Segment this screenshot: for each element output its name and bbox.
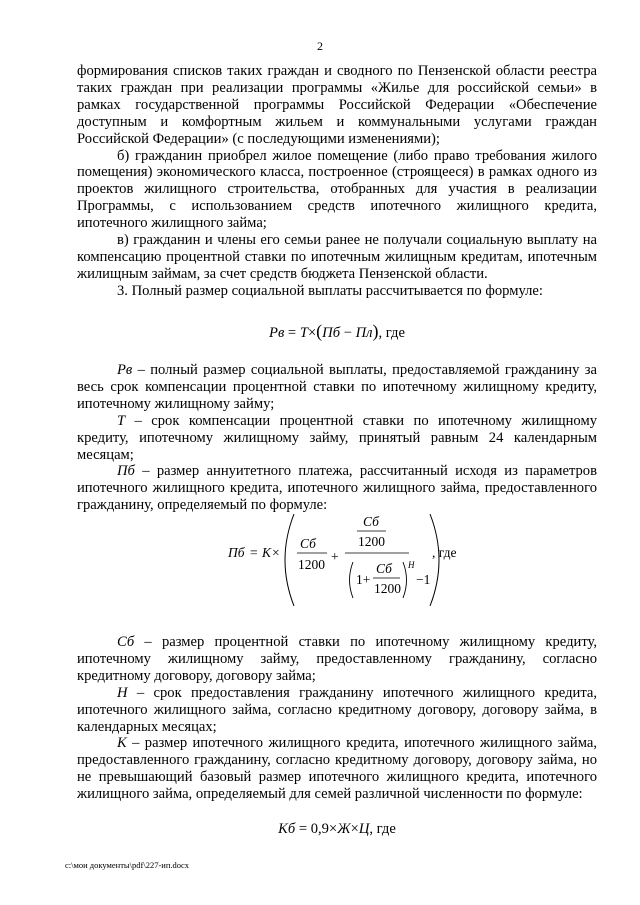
- paragraph-3: 3. Полный размер социальной выплаты рассчитывается по формуле:: [117, 282, 543, 299]
- formula-number: 1200: [374, 581, 401, 596]
- formula-annuity: [228, 510, 468, 618]
- definition-pb: [77, 463, 597, 514]
- formula-base-credit: [77, 821, 597, 838]
- formula-operator: ×: [350, 821, 359, 837]
- formula-symbol: К: [262, 545, 271, 560]
- definition-symbol: К: [117, 735, 127, 752]
- formula-symbol: Т: [299, 325, 308, 341]
- formula-annuity-svg: [228, 510, 468, 620]
- paragraph-continuation: формирования списков таких граждан и сводного по Пензенской области реестра таких граждан при реализации программы «Жилье для российской семьи» в рамках государственной программы Российской Федерации «Обеспечение доступным и комфортным жильем и коммунальными услугами граждан Российской Федерации» (с последующими изменениями);: [77, 63, 597, 147]
- formula-paren: (: [316, 321, 323, 341]
- formula-social-payment: [77, 323, 597, 342]
- formula-one-plus: 1+: [356, 572, 371, 587]
- formula-tail: , где: [432, 545, 457, 560]
- paren-right-small: [403, 562, 407, 598]
- formula-symbol: Сб: [300, 536, 316, 551]
- paragraph-v: в) гражданин и члены его семьи ранее не получали социальную выплату на компенсацию процентной ставки по ипотечным жилищным кредитам, ипотечным жилищным займам, за счет средств бюджета Пензенской области.: [77, 232, 597, 282]
- formula-symbol: Рв: [269, 325, 285, 341]
- definition-symbol: Н: [117, 684, 128, 701]
- formula-symbol: Сб: [376, 561, 392, 576]
- formula-symbol: Ц: [358, 821, 370, 837]
- paragraph-b: б) гражданин приобрел жилое помещение (либо право требования жилого помещения) экономического класса, построенное (строящееся) в рамках одного из проектов жилищного строительства, отобранных для участия в реализации Программы, с использованием средств ипотечного жилищного кредита, ипотечного жилищного займа;: [77, 147, 597, 232]
- formula-symbol: Ж: [337, 821, 351, 837]
- formula-operator: =: [284, 325, 300, 341]
- definition-rv: [77, 362, 597, 413]
- definition-symbol: Сб: [117, 634, 135, 650]
- definition-cb: [77, 634, 597, 685]
- formula-operator: ×: [307, 325, 317, 341]
- paren-left-small: [350, 562, 354, 598]
- formula-operator: +: [331, 549, 339, 564]
- definition-t: [77, 413, 597, 464]
- formula-paren: ): [372, 321, 379, 341]
- formula-operator: −: [340, 325, 356, 341]
- formula-symbol: Пб: [228, 545, 245, 560]
- footer-file-path: c:\мои документы\pdf\227-ип.docx: [65, 860, 190, 870]
- formula-operator: =: [250, 545, 258, 560]
- formula-tail: , где: [378, 325, 405, 341]
- page-number: 2: [317, 39, 323, 53]
- formula-symbol: Пб: [322, 325, 341, 341]
- formula-number: 0,9: [310, 821, 329, 837]
- definitions-block-2: [77, 634, 597, 803]
- definition-text: – полный размер социальной выплаты, предоставляемой гражданину за весь срок компенсации процентной ставки по ипотечному жилищному кредиту, ипотечному жилищному займу;: [77, 362, 597, 412]
- definition-text: – размер процентной ставки по ипотечному жилищному кредиту, ипотечному жилищному займу, предоставленному гражданину, согласно кредитному договору, договору займа;: [77, 634, 597, 684]
- definition-k: [77, 735, 597, 803]
- body-text-top: [77, 63, 597, 300]
- definition-symbol: Т: [117, 412, 126, 429]
- definition-text: – срок предоставления гражданину ипотечного жилищного кредита, ипотечного жилищного займа, согласно кредитному договору, договору займа, в календарных месяцах;: [77, 684, 597, 735]
- formula-number: 1200: [298, 557, 325, 572]
- formula-minus-one: −1: [416, 572, 431, 587]
- definitions-block-1: [77, 362, 597, 514]
- formula-tail: , где: [369, 821, 396, 837]
- definition-text: – размер ипотечного жилищного кредита, ипотечного жилищного займа, предоставленного гражданину, согласно кредитному договору, договору займа, но не превышающий базовый размер ипотечного жилищного кредита, ипотечного жилищного займа, определяемый для семей различной численности по формуле:: [77, 735, 597, 803]
- definition-n: [77, 685, 597, 736]
- formula-operator: =: [295, 821, 311, 837]
- formula-symbol: Пл: [355, 325, 373, 341]
- definition-symbol: Пб: [117, 463, 135, 480]
- formula-operator: ×: [272, 545, 280, 560]
- formula-exponent: Н: [408, 560, 415, 570]
- definition-symbol: Рв: [117, 362, 133, 378]
- big-right-paren: [430, 514, 439, 606]
- formula-operator: ×: [328, 821, 338, 837]
- definition-text: – срок компенсации процентной ставки по ипотечному жилищному кредиту, ипотечному жилищному займу, принятый равным 24 календарным месяцам;: [77, 412, 597, 463]
- formula-symbol: Сб: [363, 514, 379, 529]
- big-left-paren: [285, 514, 294, 606]
- formula-number: 1200: [358, 534, 385, 549]
- formula-symbol: Кб: [278, 821, 296, 837]
- definition-text: – размер аннуитетного платежа, рассчитанный исходя из параметров ипотечного жилищного кредита, ипотечного жилищного займа, предоставленного гражданину, определяемый по формуле:: [77, 463, 597, 514]
